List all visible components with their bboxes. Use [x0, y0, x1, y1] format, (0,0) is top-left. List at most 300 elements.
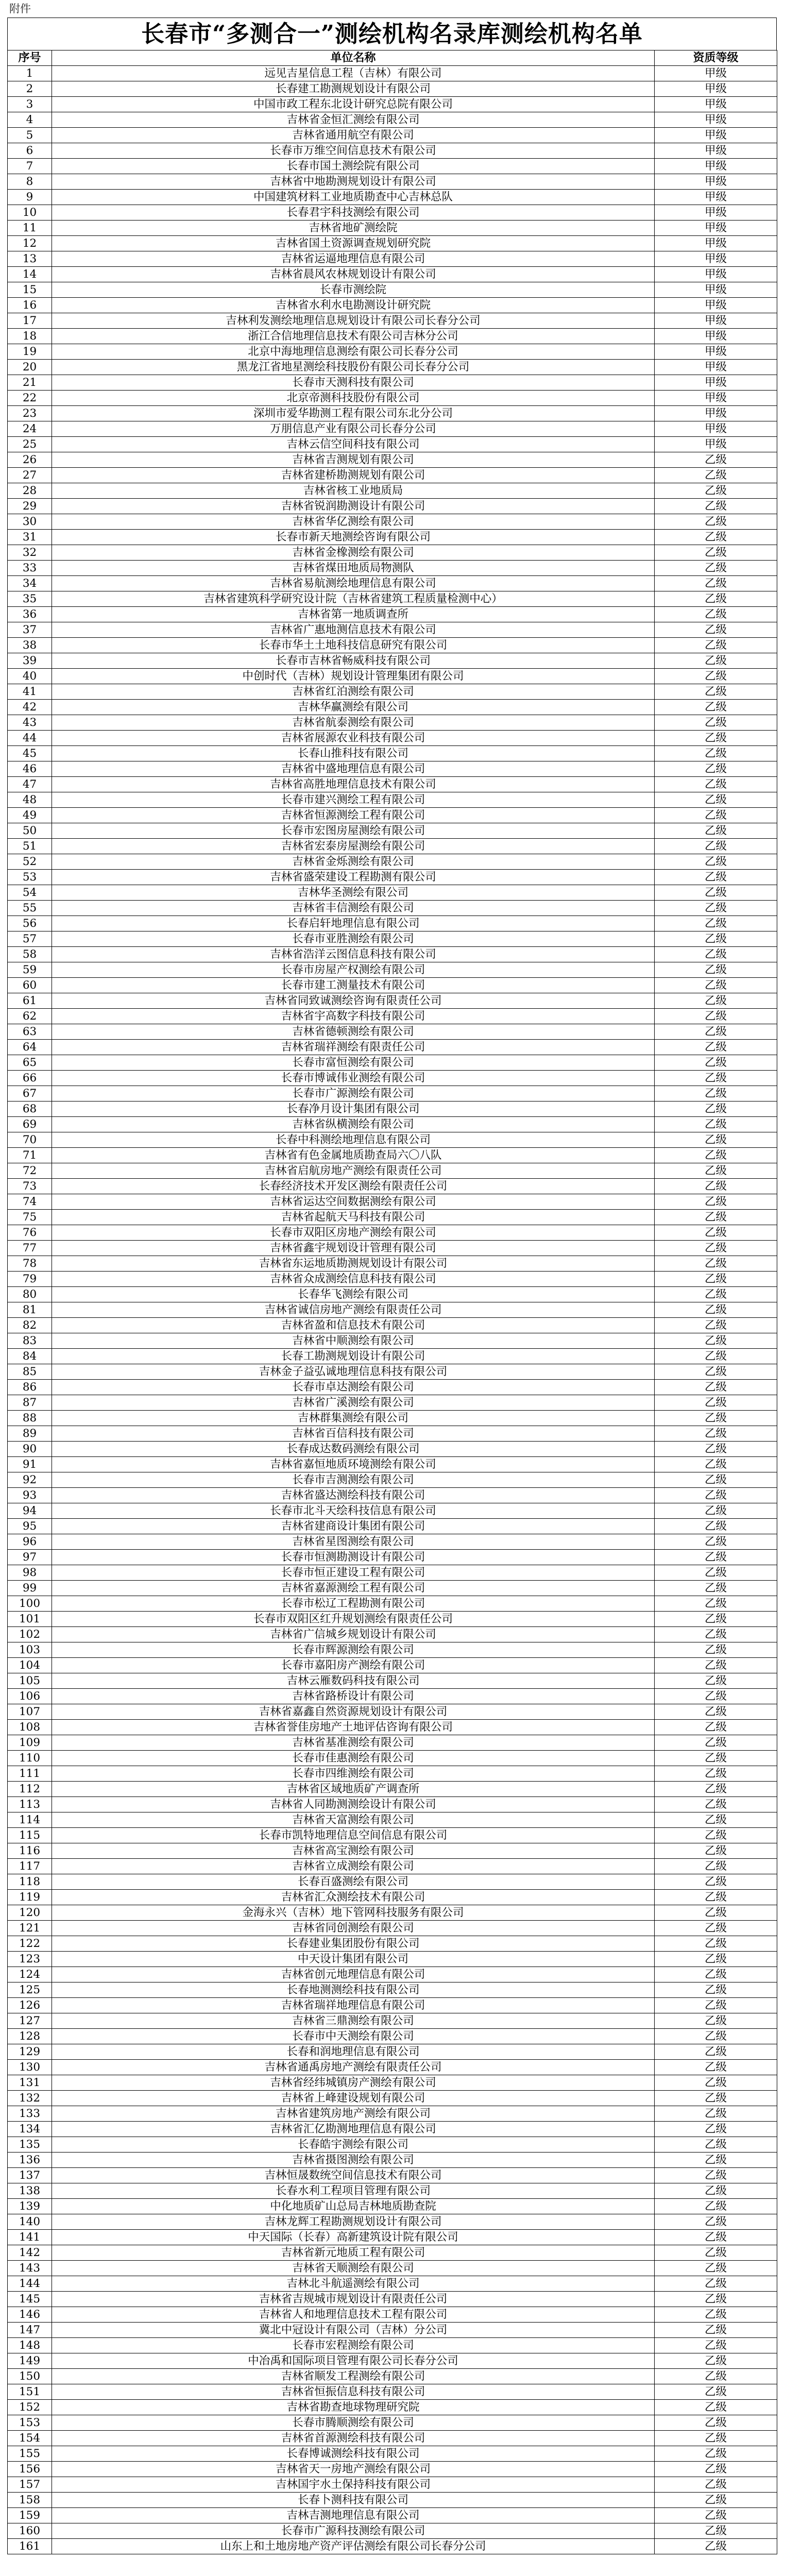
row-index: 47	[8, 777, 52, 792]
row-index: 13	[8, 251, 52, 267]
table-row	[8, 1642, 777, 1658]
row-index: 126	[8, 1998, 52, 2013]
row-qualification: 乙级	[655, 2183, 777, 2199]
row-unit-name: 浙江合信地理信息技术有限公司吉林分公司	[52, 329, 655, 344]
row-qualification: 乙级	[655, 1287, 777, 1302]
row-qualification: 甲级	[655, 66, 777, 81]
document-title: 长春市“多测合一”测绘机构名录库测绘机构名单	[7, 18, 777, 50]
row-qualification: 乙级	[655, 607, 777, 622]
row-qualification: 乙级	[655, 885, 777, 901]
row-qualification: 乙级	[655, 2168, 777, 2183]
row-unit-name: 吉林省航泰测绘有限公司	[52, 715, 655, 731]
row-index: 76	[8, 1225, 52, 1241]
table-row	[8, 1349, 777, 1364]
table-row	[8, 1101, 777, 1117]
row-index: 86	[8, 1380, 52, 1395]
table-row	[8, 1921, 777, 1936]
row-qualification: 乙级	[655, 2523, 777, 2539]
table-row	[8, 2230, 777, 2245]
row-index: 123	[8, 1952, 52, 1967]
row-unit-name: 吉林省上峰建设规划有限公司	[52, 2091, 655, 2106]
table-row	[8, 1040, 777, 1055]
row-index: 59	[8, 962, 52, 978]
row-index: 151	[8, 2384, 52, 2400]
table-row	[8, 1534, 777, 1550]
row-index: 130	[8, 2060, 52, 2075]
row-qualification: 乙级	[655, 2153, 777, 2168]
table-row	[8, 545, 777, 561]
row-qualification: 甲级	[655, 174, 777, 190]
table-row	[8, 313, 777, 329]
row-unit-name: 长春市广源测绘有限公司	[52, 1086, 655, 1101]
row-unit-name: 冀北中冠设计有限公司（吉林）分公司	[52, 2323, 655, 2338]
table-row	[8, 221, 777, 236]
table-row	[8, 1472, 777, 1488]
row-qualification: 甲级	[655, 344, 777, 360]
row-qualification: 乙级	[655, 561, 777, 576]
row-qualification: 甲级	[655, 205, 777, 221]
table-row	[8, 1503, 777, 1519]
table-row	[8, 1982, 777, 1998]
table-row	[8, 468, 777, 483]
row-unit-name: 吉林省金橡测绘有限公司	[52, 545, 655, 561]
row-index: 158	[8, 2493, 52, 2508]
row-index: 101	[8, 1612, 52, 1627]
table-row	[8, 406, 777, 421]
table-row	[8, 1627, 777, 1642]
row-unit-name: 长春市宏程测绘有限公司	[52, 2338, 655, 2353]
row-unit-name: 吉林省同致诚测绘咨询有限责任公司	[52, 993, 655, 1009]
row-qualification: 乙级	[655, 1302, 777, 1318]
row-index: 85	[8, 1364, 52, 1380]
row-unit-name: 吉林云信空间科技有限公司	[52, 437, 655, 452]
row-unit-name: 吉林华赢测绘有限公司	[52, 700, 655, 715]
row-unit-name: 吉林省吉规城市规划设计有限责任公司	[52, 2292, 655, 2307]
row-index: 102	[8, 1627, 52, 1642]
row-index: 9	[8, 190, 52, 205]
row-index: 7	[8, 159, 52, 174]
row-unit-name: 吉林省百信科技有限公司	[52, 1426, 655, 1442]
row-unit-name: 吉林省通用航空有限公司	[52, 128, 655, 143]
table-row	[8, 1272, 777, 1287]
row-index: 40	[8, 669, 52, 684]
table-row	[8, 808, 777, 823]
row-index: 38	[8, 638, 52, 653]
row-qualification: 乙级	[655, 1380, 777, 1395]
table-row	[8, 360, 777, 375]
row-qualification: 乙级	[655, 638, 777, 653]
table-row	[8, 112, 777, 128]
row-index: 81	[8, 1302, 52, 1318]
table-row	[8, 1890, 777, 1905]
row-unit-name: 吉林省天顺测绘有限公司	[52, 2261, 655, 2276]
row-unit-name: 长春山推科技有限公司	[52, 746, 655, 761]
table-row	[8, 514, 777, 530]
row-index: 95	[8, 1519, 52, 1534]
row-index: 44	[8, 731, 52, 746]
row-qualification: 甲级	[655, 143, 777, 159]
row-index: 79	[8, 1272, 52, 1287]
row-unit-name: 中国建筑材料工业地质勘查中心吉林总队	[52, 190, 655, 205]
row-qualification: 甲级	[655, 437, 777, 452]
row-unit-name: 长春市新天地测绘咨询有限公司	[52, 530, 655, 545]
row-index: 84	[8, 1349, 52, 1364]
row-index: 17	[8, 313, 52, 329]
row-unit-name: 长春经济技术开发区测绘有限责任公司	[52, 1179, 655, 1194]
row-unit-name: 长春水利工程项目管理有限公司	[52, 2183, 655, 2199]
row-index: 62	[8, 1009, 52, 1024]
row-index: 148	[8, 2338, 52, 2353]
row-index: 89	[8, 1426, 52, 1442]
row-qualification: 乙级	[655, 1982, 777, 1998]
table-row	[8, 1874, 777, 1890]
table-row	[8, 2261, 777, 2276]
row-index: 4	[8, 112, 52, 128]
row-index: 156	[8, 2462, 52, 2477]
table-row	[8, 437, 777, 452]
table-row	[8, 1009, 777, 1024]
table-row	[8, 2523, 777, 2539]
row-qualification: 乙级	[655, 1395, 777, 1411]
row-qualification: 乙级	[655, 1534, 777, 1550]
table-row	[8, 483, 777, 499]
row-qualification: 乙级	[655, 1673, 777, 1689]
table-body	[8, 66, 777, 2554]
row-index: 16	[8, 298, 52, 313]
table-row	[8, 916, 777, 931]
row-qualification: 乙级	[655, 1859, 777, 1874]
row-qualification: 乙级	[655, 2091, 777, 2106]
row-unit-name: 吉林省核工业地质局	[52, 483, 655, 499]
row-unit-name: 吉林省同创测绘有限公司	[52, 1921, 655, 1936]
row-index: 146	[8, 2307, 52, 2323]
row-qualification: 乙级	[655, 1132, 777, 1148]
row-index: 103	[8, 1642, 52, 1658]
row-qualification: 乙级	[655, 1766, 777, 1782]
table-row	[8, 1457, 777, 1472]
row-qualification: 乙级	[655, 1704, 777, 1720]
row-qualification: 乙级	[655, 1194, 777, 1210]
table-row	[8, 2508, 777, 2523]
row-unit-name: 吉林省恒源测绘工程有限公司	[52, 808, 655, 823]
row-qualification: 乙级	[655, 1241, 777, 1256]
row-unit-name: 吉林省建筑房地产测绘有限公司	[52, 2106, 655, 2122]
row-qualification: 乙级	[655, 2292, 777, 2307]
table-row	[8, 1318, 777, 1333]
table-row	[8, 638, 777, 653]
table-row	[8, 1936, 777, 1952]
row-index: 74	[8, 1194, 52, 1210]
row-qualification: 乙级	[655, 1411, 777, 1426]
row-qualification: 乙级	[655, 2493, 777, 2508]
row-qualification: 乙级	[655, 2307, 777, 2323]
row-unit-name: 长春市松辽工程勘测有限公司	[52, 1596, 655, 1612]
row-index: 139	[8, 2199, 52, 2214]
row-qualification: 甲级	[655, 251, 777, 267]
row-qualification: 乙级	[655, 962, 777, 978]
row-index: 110	[8, 1751, 52, 1766]
row-unit-name: 吉林北斗航遥测绘有限公司	[52, 2276, 655, 2292]
table-row	[8, 499, 777, 514]
row-unit-name: 中天设计集团有限公司	[52, 1952, 655, 1967]
row-unit-name: 吉林省广溪测绘有限公司	[52, 1395, 655, 1411]
row-qualification: 乙级	[655, 1596, 777, 1612]
row-unit-name: 长春市北斗天绘科技信息有限公司	[52, 1503, 655, 1519]
table-row	[8, 2292, 777, 2307]
row-qualification: 乙级	[655, 1689, 777, 1704]
table-row	[8, 1442, 777, 1457]
row-index: 121	[8, 1921, 52, 1936]
row-unit-name: 深圳市爱华勘测工程有限公司东北分公司	[52, 406, 655, 421]
row-qualification: 甲级	[655, 267, 777, 282]
row-index: 75	[8, 1210, 52, 1225]
row-unit-name: 吉林省地矿测绘院	[52, 221, 655, 236]
row-unit-name: 长春市建工测量技术有限公司	[52, 978, 655, 993]
table-row	[8, 1179, 777, 1194]
table-header-row	[8, 50, 777, 66]
row-qualification: 乙级	[655, 514, 777, 530]
row-qualification: 乙级	[655, 2323, 777, 2338]
table-row	[8, 684, 777, 700]
row-index: 70	[8, 1132, 52, 1148]
row-qualification: 乙级	[655, 731, 777, 746]
row-qualification: 乙级	[655, 1812, 777, 1828]
row-qualification: 乙级	[655, 1426, 777, 1442]
row-unit-name: 吉林省中地勘测规划设计有限公司	[52, 174, 655, 190]
table-row	[8, 1735, 777, 1751]
roster-table	[7, 50, 777, 2554]
table-row	[8, 1225, 777, 1241]
row-index: 26	[8, 452, 52, 468]
row-index: 141	[8, 2230, 52, 2245]
row-index: 114	[8, 1812, 52, 1828]
row-qualification: 乙级	[655, 1627, 777, 1642]
row-unit-name: 吉林省金恒汇测绘有限公司	[52, 112, 655, 128]
row-index: 5	[8, 128, 52, 143]
row-index: 144	[8, 2276, 52, 2292]
table-row	[8, 1163, 777, 1179]
row-qualification: 乙级	[655, 468, 777, 483]
table-row	[8, 1905, 777, 1921]
row-qualification: 乙级	[655, 1024, 777, 1040]
row-index: 87	[8, 1395, 52, 1411]
table-row	[8, 251, 777, 267]
row-unit-name: 长春博诚测绘科技有限公司	[52, 2446, 655, 2462]
row-qualification: 乙级	[655, 1225, 777, 1241]
row-qualification: 乙级	[655, 2044, 777, 2060]
row-qualification: 甲级	[655, 313, 777, 329]
table-row	[8, 576, 777, 591]
table-row	[8, 1782, 777, 1797]
row-unit-name: 长春市建兴测绘工程有限公司	[52, 792, 655, 808]
row-unit-name: 吉林省嘉源测绘工程有限公司	[52, 1581, 655, 1596]
row-unit-name: 吉林省丰信测绘有限公司	[52, 901, 655, 916]
row-unit-name: 吉林省广惠地测信息技术有限公司	[52, 622, 655, 638]
row-index: 124	[8, 1967, 52, 1982]
table-row	[8, 715, 777, 731]
table-row	[8, 2415, 777, 2431]
table-row	[8, 2029, 777, 2044]
row-qualification: 乙级	[655, 2060, 777, 2075]
table-row	[8, 1967, 777, 1982]
row-index: 132	[8, 2091, 52, 2106]
row-unit-name: 万朋信息产业有限公司长春分公司	[52, 421, 655, 437]
row-qualification: 乙级	[655, 2199, 777, 2214]
table-row	[8, 2214, 777, 2230]
row-index: 12	[8, 236, 52, 251]
table-row	[8, 2384, 777, 2400]
row-qualification: 乙级	[655, 1905, 777, 1921]
row-index: 133	[8, 2106, 52, 2122]
row-qualification: 乙级	[655, 1503, 777, 1519]
row-qualification: 甲级	[655, 128, 777, 143]
row-index: 149	[8, 2353, 52, 2369]
row-index: 82	[8, 1318, 52, 1333]
row-unit-name: 吉林省人和地理信息技术工程有限公司	[52, 2307, 655, 2323]
row-qualification: 乙级	[655, 2137, 777, 2153]
table-row	[8, 1086, 777, 1101]
row-index: 29	[8, 499, 52, 514]
row-index: 61	[8, 993, 52, 1009]
row-unit-name: 长春皓宇测绘有限公司	[52, 2137, 655, 2153]
table-row	[8, 1488, 777, 1503]
table-row	[8, 901, 777, 916]
row-qualification: 乙级	[655, 2013, 777, 2029]
row-index: 72	[8, 1163, 52, 1179]
table-row	[8, 2369, 777, 2384]
row-unit-name: 吉林龙辉工程勘测规划设计有限公司	[52, 2214, 655, 2230]
row-qualification: 乙级	[655, 823, 777, 839]
row-qualification: 甲级	[655, 329, 777, 344]
row-unit-name: 吉林省浩洋云图信息科技有限公司	[52, 947, 655, 962]
row-unit-name: 吉林省汇亿勘测地理信息有限公司	[52, 2122, 655, 2137]
row-qualification: 甲级	[655, 298, 777, 313]
row-unit-name: 吉林省嘉鑫自然资源规划设计有限公司	[52, 1704, 655, 1720]
row-qualification: 乙级	[655, 1828, 777, 1843]
row-unit-name: 吉林省盛达测绘科技有限公司	[52, 1488, 655, 1503]
table-row	[8, 329, 777, 344]
row-qualification: 乙级	[655, 1071, 777, 1086]
table-row	[8, 1256, 777, 1272]
row-index: 159	[8, 2508, 52, 2523]
row-index: 161	[8, 2539, 52, 2554]
row-index: 118	[8, 1874, 52, 1890]
row-unit-name: 长春市广源科技测绘有限公司	[52, 2523, 655, 2539]
table-row	[8, 2431, 777, 2446]
row-unit-name: 吉林省通禹房地产测绘有限责任公司	[52, 2060, 655, 2075]
row-qualification: 甲级	[655, 190, 777, 205]
row-qualification: 乙级	[655, 2338, 777, 2353]
row-index: 135	[8, 2137, 52, 2153]
row-qualification: 乙级	[655, 1890, 777, 1905]
table-row	[8, 978, 777, 993]
row-qualification: 乙级	[655, 947, 777, 962]
table-row	[8, 81, 777, 97]
row-index: 65	[8, 1055, 52, 1071]
row-index: 152	[8, 2400, 52, 2415]
row-index: 92	[8, 1472, 52, 1488]
row-unit-name: 长春卜测科技有限公司	[52, 2493, 655, 2508]
row-unit-name: 吉林省嘉恒地质环境测绘有限公司	[52, 1457, 655, 1472]
table-row	[8, 267, 777, 282]
row-unit-name: 吉林云雁数码科技有限公司	[52, 1673, 655, 1689]
row-unit-name: 吉林省众成测绘信息科技有限公司	[52, 1272, 655, 1287]
table-row	[8, 591, 777, 607]
row-unit-name: 吉林省运逼地理信息有限公司	[52, 251, 655, 267]
row-index: 153	[8, 2415, 52, 2431]
row-qualification: 乙级	[655, 2369, 777, 2384]
row-qualification: 乙级	[655, 1581, 777, 1596]
row-qualification: 乙级	[655, 1163, 777, 1179]
table-row	[8, 236, 777, 251]
table-row	[8, 1751, 777, 1766]
row-unit-name: 吉林省天一房地产测绘有限公司	[52, 2462, 655, 2477]
table-row	[8, 375, 777, 391]
row-index: 41	[8, 684, 52, 700]
row-unit-name: 长春市恒正建设工程有限公司	[52, 1565, 655, 1581]
row-unit-name: 吉林省中盛地理信息有限公司	[52, 761, 655, 777]
table-row	[8, 1612, 777, 1627]
row-index: 43	[8, 715, 52, 731]
row-qualification: 乙级	[655, 1457, 777, 1472]
row-index: 68	[8, 1101, 52, 1117]
row-qualification: 乙级	[655, 483, 777, 499]
row-unit-name: 吉林省人同勘测测绘设计有限公司	[52, 1797, 655, 1812]
row-qualification: 乙级	[655, 1843, 777, 1859]
row-qualification: 乙级	[655, 1256, 777, 1272]
row-unit-name: 吉林省立成测绘有限公司	[52, 1859, 655, 1874]
row-qualification: 乙级	[655, 700, 777, 715]
table-row	[8, 1565, 777, 1581]
row-unit-name: 吉林省路桥设计有限公司	[52, 1689, 655, 1704]
row-index: 143	[8, 2261, 52, 2276]
table-row	[8, 607, 777, 622]
row-index: 109	[8, 1735, 52, 1751]
row-index: 128	[8, 2029, 52, 2044]
row-index: 93	[8, 1488, 52, 1503]
row-unit-name: 吉林省吉测规划有限公司	[52, 452, 655, 468]
row-unit-name: 长春启轩地理信息有限公司	[52, 916, 655, 931]
table-row	[8, 1998, 777, 2013]
row-unit-name: 黑龙江省地星测绘科技股份有限公司长春分公司	[52, 360, 655, 375]
row-qualification: 乙级	[655, 2446, 777, 2462]
row-unit-name: 中冶禹和国际项目管理有限公司长春分公司	[52, 2353, 655, 2369]
row-index: 46	[8, 761, 52, 777]
row-unit-name: 吉林省天富测绘有限公司	[52, 1812, 655, 1828]
row-index: 90	[8, 1442, 52, 1457]
row-unit-name: 长春市凯特地理信息空间信息有限公司	[52, 1828, 655, 1843]
row-index: 119	[8, 1890, 52, 1905]
row-unit-name: 长春中科测绘地理信息有限公司	[52, 1132, 655, 1148]
row-index: 54	[8, 885, 52, 901]
table-row	[8, 2183, 777, 2199]
row-unit-name: 长春君宇科技测绘有限公司	[52, 205, 655, 221]
table-row	[8, 2446, 777, 2462]
table-row	[8, 2075, 777, 2091]
row-index: 105	[8, 1673, 52, 1689]
row-unit-name: 吉林省华亿测绘有限公司	[52, 514, 655, 530]
row-unit-name: 吉林省三鼎测绘有限公司	[52, 2013, 655, 2029]
row-qualification: 乙级	[655, 2261, 777, 2276]
row-index: 131	[8, 2075, 52, 2091]
table-row	[8, 1673, 777, 1689]
table-row	[8, 1024, 777, 1040]
table-row	[8, 1581, 777, 1596]
row-unit-name: 长春市卓达测绘有限公司	[52, 1380, 655, 1395]
table-row	[8, 1952, 777, 1967]
row-index: 127	[8, 2013, 52, 2029]
row-index: 53	[8, 870, 52, 885]
